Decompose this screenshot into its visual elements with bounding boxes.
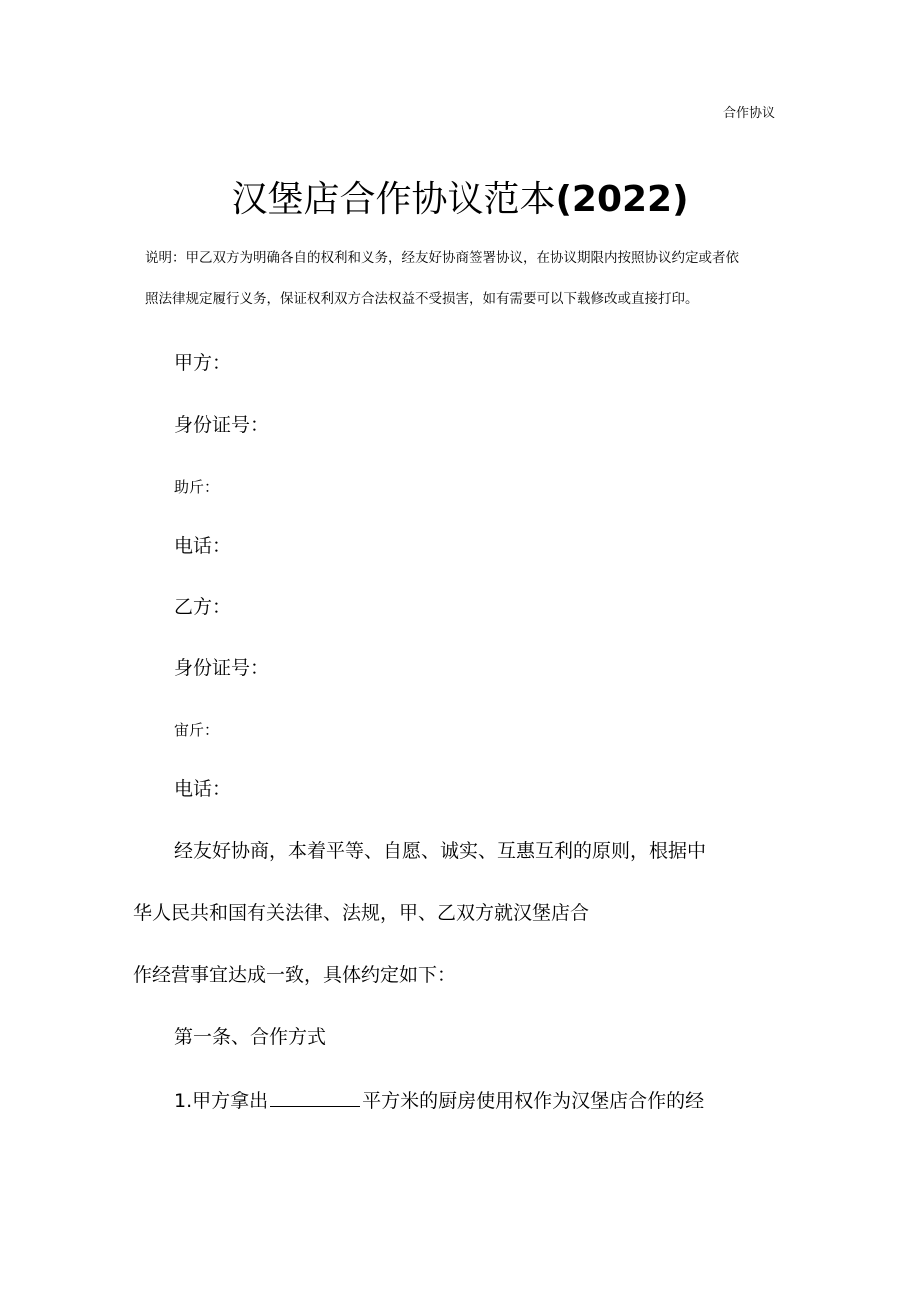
- title-main: 汉堡店合作协议范本: [231, 179, 556, 220]
- party-b-address-label: 宙斤：: [174, 721, 220, 739]
- party-a-name-label: 甲方：: [174, 352, 232, 374]
- intro-line-1: 经友好协商，本着平等、自愿、诚实、互惠互利的原则，根据中: [174, 840, 707, 862]
- item-1-prefix: 1.甲方拿出: [174, 1090, 269, 1112]
- intro-line-2: 华人民共和国有关法律、法规，甲、乙双方就汉堡店合: [133, 902, 590, 924]
- page-header-label: 合作协议: [723, 106, 776, 121]
- note-line-2: 照法律规定履行义务，保证权利双方合法权益不受损害，如有需要可以下载修改或直接打印。: [145, 291, 699, 307]
- title-year: (2022): [555, 179, 689, 220]
- article-1-heading: 第一条、合作方式: [174, 1026, 327, 1048]
- party-a-phone-label: 电话：: [174, 535, 232, 557]
- party-b-phone-label: 电话：: [174, 778, 232, 800]
- party-a-id-label: 身份证号：: [174, 414, 270, 436]
- party-b-name-label: 乙方：: [174, 596, 232, 618]
- article-1-item-1: [174, 1086, 704, 1114]
- note-line-1: 说明：甲乙双方为明确各自的权利和义务，经友好协商签署协议，在协议期限内按照协议约定或者依: [145, 250, 739, 266]
- document-title: [0, 176, 920, 224]
- party-a-address-label: 助斤：: [174, 478, 220, 496]
- intro-line-3: 作经营事宜达成一致，具体约定如下：: [133, 964, 457, 986]
- party-b-id-label: 身份证号：: [174, 657, 270, 679]
- fill-in-blank[interactable]: [270, 1086, 360, 1107]
- item-1-suffix: 平方米的厨房使用权作为汉堡店合作的经: [362, 1090, 705, 1112]
